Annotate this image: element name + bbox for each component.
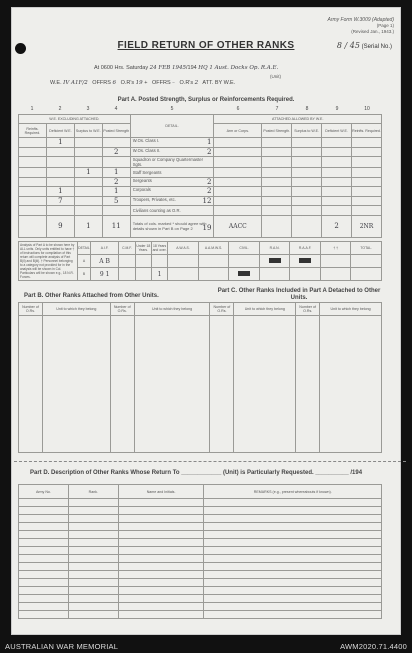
table-cell: 2 [102,177,130,187]
col-number: 7 [275,105,279,112]
table-cell [214,187,262,197]
redacted-mark [229,268,260,281]
column-numbers [18,104,382,113]
col-number: 6 [236,105,240,112]
we-label: W.E. [50,80,62,86]
table-cell [292,187,322,197]
table-cell [74,196,102,206]
blank-row [19,531,382,539]
col-header: Name and Initials. [118,485,204,499]
table-cell [46,206,74,216]
table-cell [214,168,262,178]
col-number: 4 [114,105,118,112]
table-row [19,206,382,216]
part-d-title: Part D. Description of Other Ranks Whose Return To ____________ (Unit) is Particularly Requested. __________ /194 [30,470,363,476]
part-c-title: Part C. Other Ranks Included in Part A Detached to Other Units. [217,288,381,301]
army-form-number: Army Form W.3009 (Adapted) [327,17,394,23]
col-number: 9 [335,105,339,112]
table-cell: 7 [46,196,74,206]
col-header: REMARKS (e.g., present whereabouts if known). [204,485,382,499]
blank-row [19,579,382,587]
table-cell [322,196,352,206]
blank-row [19,523,382,531]
table-cell [19,215,47,237]
table-cell [292,177,322,187]
col-header: Number of O.Rs. [19,303,43,316]
row-detail: Civilians counting as O.R. [130,206,214,216]
col-header: Unit to which they belong [42,303,110,316]
table-cell [292,138,322,148]
table-cell [352,138,382,148]
col-header: † † [320,242,351,255]
table-cell [74,138,102,148]
we-value: IV A1F/2 [63,80,88,86]
row-detail: Sergeants 2 [130,177,214,187]
blank-row [19,571,382,579]
at-label: At 0600 Hrs. Saturday [94,65,149,71]
col-header: Rank. [68,485,118,499]
table-cell [46,157,74,168]
archive-footer [0,642,412,653]
blank-row [19,539,382,547]
totals-detail: Totals of cols. marked * should agree with details shown in Part B on Page 2 19 [130,215,214,237]
col-header: TOTAL. [351,242,382,255]
col-number: 3 [86,105,90,112]
group-we-excluding: W.E. EXCLUDING ATTACHED. [19,115,131,124]
table-cell: 9 [46,215,74,237]
col-header: R.A.N. [259,242,290,255]
col-header: R.A.A.F. [290,242,321,255]
table-cell: 1 [74,168,102,178]
row-b-aif: 9 1 [90,268,119,281]
blank-row [19,547,382,555]
offrs2-label: OFFRS [152,80,171,86]
year-suffix: /194 [186,65,197,71]
table-cell [352,206,382,216]
table-cell [322,206,352,216]
detail-header: DETAIL. [130,115,214,138]
row-detail: Troopers, Privates, etc. 12 [130,196,214,206]
table-cell: 1 [102,168,130,178]
col-header: Deficient W.E. [46,124,74,138]
table-row [19,196,382,206]
col-number: 1 [30,105,34,112]
table-cell [322,168,352,178]
blank-row [19,603,382,611]
footer-institution: AUSTRALIAN WAR MEMORIAL [5,642,119,651]
or2-value: 2 [194,80,199,86]
col-header: Unit to which they belong [320,303,382,316]
blank-row [19,587,382,595]
table-cell [262,187,292,197]
table-cell [322,177,352,187]
part-bc-table [18,302,382,453]
col-number: 10 [364,105,370,112]
table-cell [46,168,74,178]
table-cell [214,157,262,168]
table-cell [292,147,322,157]
serial-label: (Serial No.) [361,44,392,50]
part-a-title: Part A. Posted Strength, Surplus or Reinforcements Required. [117,97,295,103]
col-number: 8 [305,105,309,112]
serial-value: 8 / 45 [336,41,360,50]
blank-row [19,507,382,515]
offrs2-value: – [172,80,175,86]
table-cell [292,168,322,178]
table-cell [262,196,292,206]
col-header: A.A.M.W.S. [198,242,229,255]
table-cell [74,206,102,216]
col-header: Under 18 Years. [135,242,151,255]
att-label: ATT. BY W.E. [202,80,236,86]
table-cell [352,187,382,197]
col-header: Unit to which they belong [234,303,296,316]
totals-row [19,215,382,237]
part-a-table [18,114,382,238]
table-cell [214,177,262,187]
table-cell: 1 [102,187,130,197]
table-cell [46,147,74,157]
table-cell [19,138,47,148]
detail-label: DETAIL [78,242,91,255]
unit-label: (Unit) [270,74,281,79]
col-header: Deficient W.E. [322,124,352,138]
col-header: CIVIL. [229,242,260,255]
table-row [19,177,382,187]
analysis-note: Analysis of Part A to be shown here by ALL units. Only units entitled to have † of Instructions for compilation of this return will complete analysis of Part B(ii) and B(iii). † Personnel belonging to a category not provided for in the analysis will be shown in Col. Particulars will be shown e.g., 18 N.R. Forces. [19,242,78,281]
table-cell [292,196,322,206]
blank-row [19,499,382,507]
table-cell [322,147,352,157]
row-detail: Squadron or Company Quartermaster Sgts. [130,157,214,168]
row-a-aif: A B [90,255,119,268]
table-cell [352,168,382,178]
col-header: Arm or Corps. [214,124,262,138]
table-cell [214,138,262,148]
or-value: 19 [135,80,143,86]
table-cell [292,215,322,237]
redacted-mark [229,255,260,268]
table-cell [102,138,130,148]
page-number: (Page 1) [376,23,394,28]
col-header: Reinfts. Required. [352,124,382,138]
date-value: 24 FEB 1945 [149,65,187,71]
col-number: 2 [58,105,62,112]
blank-row [19,611,382,619]
table-cell [46,177,74,187]
row-b-label: B [78,268,91,281]
table-cell: 2 [322,215,352,237]
table-cell [262,215,292,237]
table-cell [74,147,102,157]
table-cell: 2NR [352,215,382,237]
redacted-mark [290,255,321,268]
table-cell [214,206,262,216]
part-d-table [18,484,382,619]
table-cell [214,196,262,206]
unit-value: HQ 1 Aust. Docks Op. R.A.E. [198,65,279,71]
col-number: 5 [170,105,174,112]
table-cell [19,187,47,197]
table-cell [322,138,352,148]
table-cell: 2 [102,147,130,157]
blank-row [19,555,382,563]
table-cell: 1 [74,215,102,237]
table-cell: 11 [102,215,130,237]
row-detail: Staff Sergeants [130,168,214,178]
col-header: Posted Strength [102,124,130,138]
col-header: A.W.A.S. [168,242,199,255]
footer-accession: AWM2020.71.4400 [340,642,407,651]
col-header: A.I.F. [90,242,119,255]
table-cell [19,196,47,206]
table-cell [322,187,352,197]
row-b-18: 1 [151,268,167,281]
table-row [19,187,382,197]
blank-row [19,563,382,571]
table-cell [352,177,382,187]
analysis-table [18,241,382,281]
group-attached-allowed: ATTACHED ALLOWED BY W.E. [214,115,382,124]
col-header: Posted Strength. [262,124,292,138]
table-cell [292,206,322,216]
table-cell [214,147,262,157]
table-cell [74,187,102,197]
row-detail: W.Os. Class I. 1 [130,138,214,148]
table-cell [102,206,130,216]
or2-label: O.R's [179,80,194,86]
col-header: Number of O.Rs. [296,303,320,316]
table-row [19,138,382,148]
table-cell [262,157,292,168]
table-row [19,168,382,178]
row-detail: Corporals 2 [130,187,214,197]
table-cell [352,147,382,157]
table-cell [19,168,47,178]
table-cell [19,177,47,187]
col-header: Surplus to W.E. [74,124,102,138]
table-cell [262,206,292,216]
part-b-title: Part B. Other Ranks Attached from Other Units. [24,293,159,299]
col-header: 18 Years and over. [151,242,167,255]
col-header: C.M.F. [119,242,135,255]
blank-row [19,595,382,603]
col-header: Surplus to W.E. [292,124,322,138]
table-cell [102,157,130,168]
establishment-line: W.E. IV A1F/2 OFFRS 6 O.R's 19 + OFFRS – O.R's 2 ATT. BY W.E. [50,80,236,86]
return-date-line [94,65,278,71]
row-detail: W.Os. Class II. 2 [130,147,214,157]
table-cell [19,206,47,216]
row-a-label: A [78,255,91,268]
table-cell [352,157,382,168]
table-row [19,157,382,168]
table-cell [74,177,102,187]
table-cell: 1 [46,138,74,148]
table-cell [74,157,102,168]
blank-row [19,515,382,523]
table-cell [262,168,292,178]
table-cell [19,157,47,168]
col-header: Number of O.Rs. [210,303,234,316]
form-title: FIELD RETURN OF OTHER RANKS [117,40,295,51]
offrs-label: OFFRS [92,80,111,86]
table-row [19,147,382,157]
redacted-mark [259,255,290,268]
table-cell: 1 [46,187,74,197]
col-header: Army No. [19,485,69,499]
table-cell [292,157,322,168]
table-cell [352,196,382,206]
col-header: Reinfts. Required. [19,124,47,138]
revised-date: (Revised Jan., 1943.) [351,29,394,34]
col-header: Unit to which they belong [134,303,210,316]
table-cell: 5 [102,196,130,206]
table-cell [262,138,292,148]
table-cell: AACC [214,215,262,237]
table-cell [19,147,47,157]
offrs-value: 6 [112,80,116,86]
or-label: O.R's [120,80,135,86]
col-header: Number of O.Rs. [110,303,134,316]
table-cell [322,157,352,168]
form-reference [327,17,394,35]
table-cell [262,147,292,157]
perforation-line [14,461,406,462]
table-cell [262,177,292,187]
